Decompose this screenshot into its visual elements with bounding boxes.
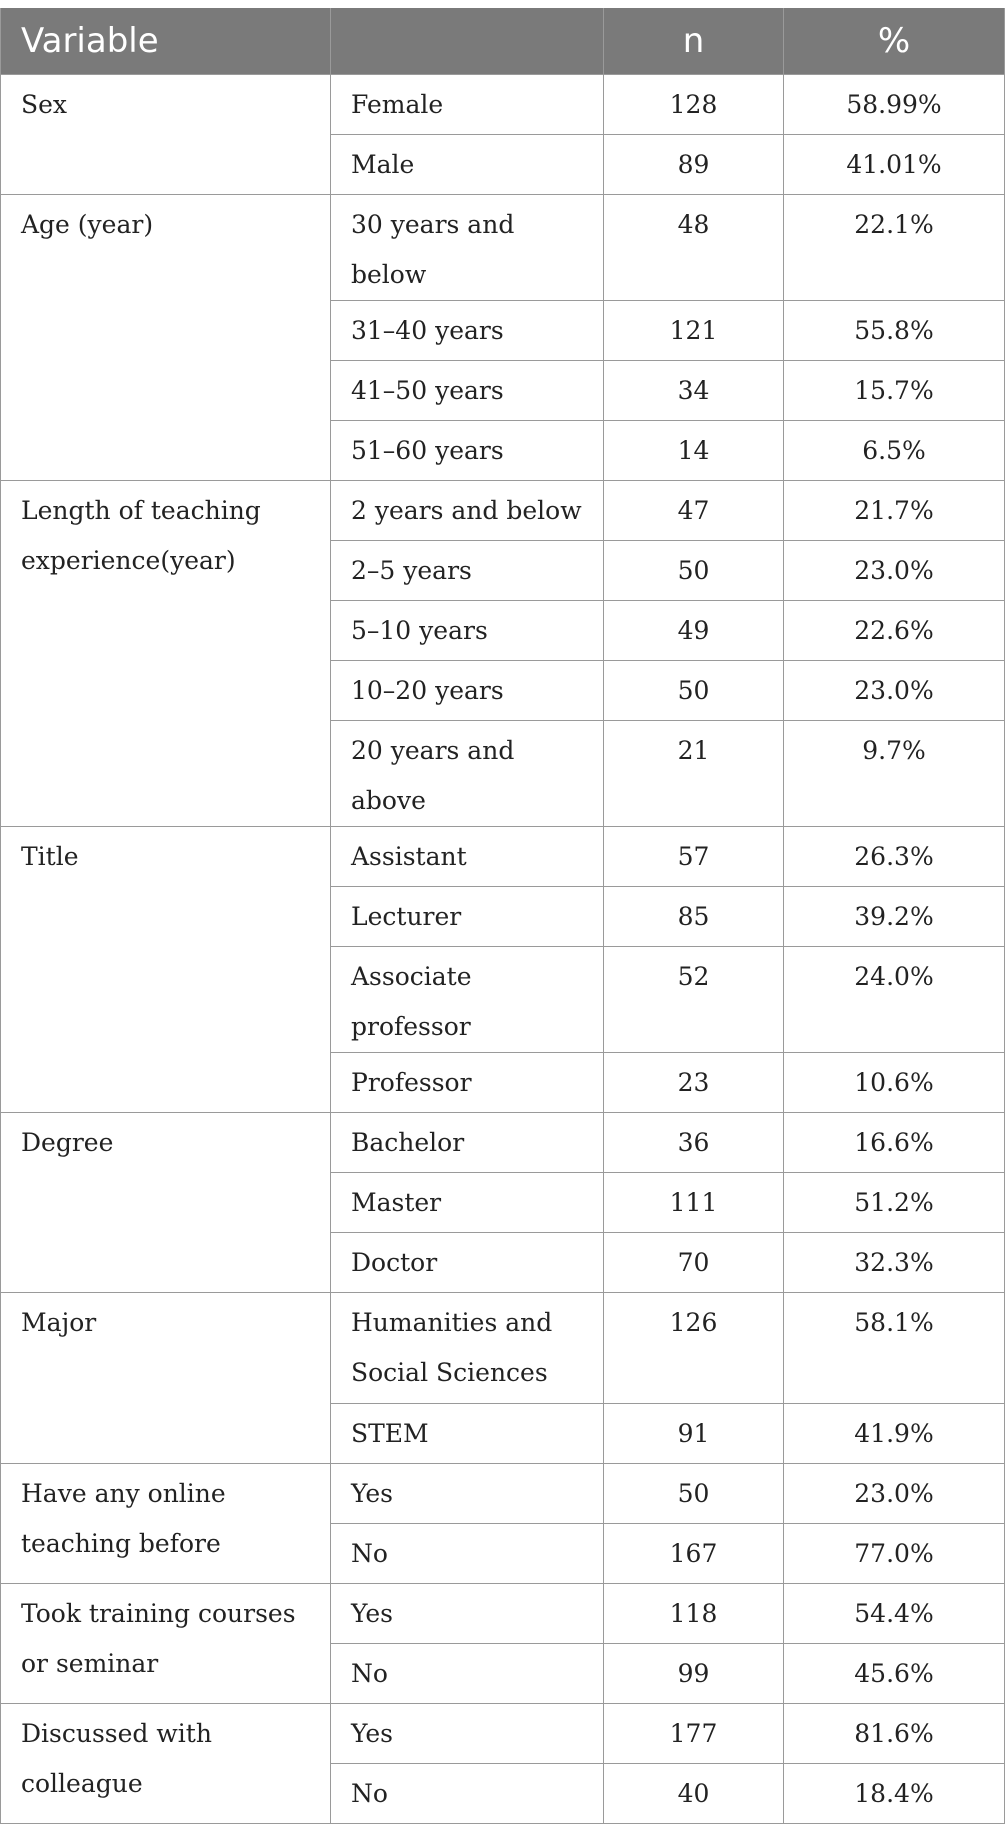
percent-cell: 15.7% [784,361,1005,421]
percent-cell: 81.6% [784,1704,1005,1764]
percent-cell: 22.6% [784,601,1005,661]
count-cell: 85 [604,887,784,947]
category-cell: Doctor [331,1233,604,1293]
header-category [331,8,604,75]
table-row [1,1704,1005,1764]
table-row [1,75,1005,135]
percent-cell: 23.0% [784,1464,1005,1524]
table-body [1,75,1005,1824]
category-cell: Assistant [331,827,604,887]
header-row [1,8,1005,75]
demographics-table [0,8,1005,1824]
category-cell: 51–60 years [331,421,604,481]
category-cell: STEM [331,1404,604,1464]
table-row [1,1584,1005,1644]
category-cell: Female [331,75,604,135]
category-cell: 2–5 years [331,541,604,601]
percent-cell: 21.7% [784,481,1005,541]
count-cell: 47 [604,481,784,541]
percent-cell: 39.2% [784,887,1005,947]
percent-cell: 54.4% [784,1584,1005,1644]
category-cell: 41–50 years [331,361,604,421]
count-cell: 21 [604,721,784,827]
percent-cell: 24.0% [784,947,1005,1053]
count-cell: 52 [604,947,784,1053]
percent-cell: 10.6% [784,1053,1005,1113]
category-cell: Bachelor [331,1113,604,1173]
category-cell: 30 years and below [331,195,604,301]
count-cell: 36 [604,1113,784,1173]
count-cell: 91 [604,1404,784,1464]
count-cell: 49 [604,601,784,661]
category-cell: Yes [331,1704,604,1764]
percent-cell: 41.01% [784,135,1005,195]
variable-cell: Sex [1,75,331,195]
variable-cell: Age (year) [1,195,331,481]
table-row [1,1464,1005,1524]
count-cell: 89 [604,135,784,195]
variable-cell: Degree [1,1113,331,1293]
count-cell: 128 [604,75,784,135]
category-cell: Male [331,135,604,195]
percent-cell: 55.8% [784,301,1005,361]
count-cell: 167 [604,1524,784,1584]
header-n: n [604,8,784,75]
percent-cell: 41.9% [784,1404,1005,1464]
category-cell: No [331,1764,604,1824]
category-cell: Humanities and Social Sciences [331,1293,604,1404]
count-cell: 48 [604,195,784,301]
category-cell: 2 years and below [331,481,604,541]
count-cell: 50 [604,1464,784,1524]
percent-cell: 16.6% [784,1113,1005,1173]
category-cell: 10–20 years [331,661,604,721]
percent-cell: 58.1% [784,1293,1005,1404]
category-cell: 20 years and above [331,721,604,827]
percent-cell: 45.6% [784,1644,1005,1704]
percent-cell: 22.1% [784,195,1005,301]
category-cell: 31–40 years [331,301,604,361]
percent-cell: 51.2% [784,1173,1005,1233]
percent-cell: 58.99% [784,75,1005,135]
category-cell: Lecturer [331,887,604,947]
category-cell: Associate professor [331,947,604,1053]
category-cell: No [331,1524,604,1584]
table-row [1,195,1005,301]
variable-cell: Discussed with colleague [1,1704,331,1824]
count-cell: 118 [604,1584,784,1644]
category-cell: No [331,1644,604,1704]
count-cell: 111 [604,1173,784,1233]
category-cell: 5–10 years [331,601,604,661]
table-header [1,8,1005,75]
count-cell: 50 [604,661,784,721]
count-cell: 40 [604,1764,784,1824]
count-cell: 121 [604,301,784,361]
count-cell: 99 [604,1644,784,1704]
variable-cell: Major [1,1293,331,1464]
variable-cell: Have any online teaching before [1,1464,331,1584]
count-cell: 34 [604,361,784,421]
percent-cell: 77.0% [784,1524,1005,1584]
count-cell: 14 [604,421,784,481]
percent-cell: 23.0% [784,661,1005,721]
table-row [1,481,1005,541]
percent-cell: 23.0% [784,541,1005,601]
percent-cell: 9.7% [784,721,1005,827]
table-row [1,1293,1005,1404]
count-cell: 177 [604,1704,784,1764]
variable-cell: Length of teaching experience(year) [1,481,331,827]
count-cell: 126 [604,1293,784,1404]
percent-cell: 6.5% [784,421,1005,481]
count-cell: 57 [604,827,784,887]
table-row [1,827,1005,887]
percent-cell: 18.4% [784,1764,1005,1824]
count-cell: 50 [604,541,784,601]
variable-cell: Title [1,827,331,1113]
count-cell: 70 [604,1233,784,1293]
table-row [1,1113,1005,1173]
header-variable: Variable [1,8,331,75]
variable-cell: Took training courses or seminar [1,1584,331,1704]
header-percent: % [784,8,1005,75]
percent-cell: 26.3% [784,827,1005,887]
count-cell: 23 [604,1053,784,1113]
category-cell: Yes [331,1584,604,1644]
category-cell: Yes [331,1464,604,1524]
category-cell: Master [331,1173,604,1233]
category-cell: Professor [331,1053,604,1113]
percent-cell: 32.3% [784,1233,1005,1293]
